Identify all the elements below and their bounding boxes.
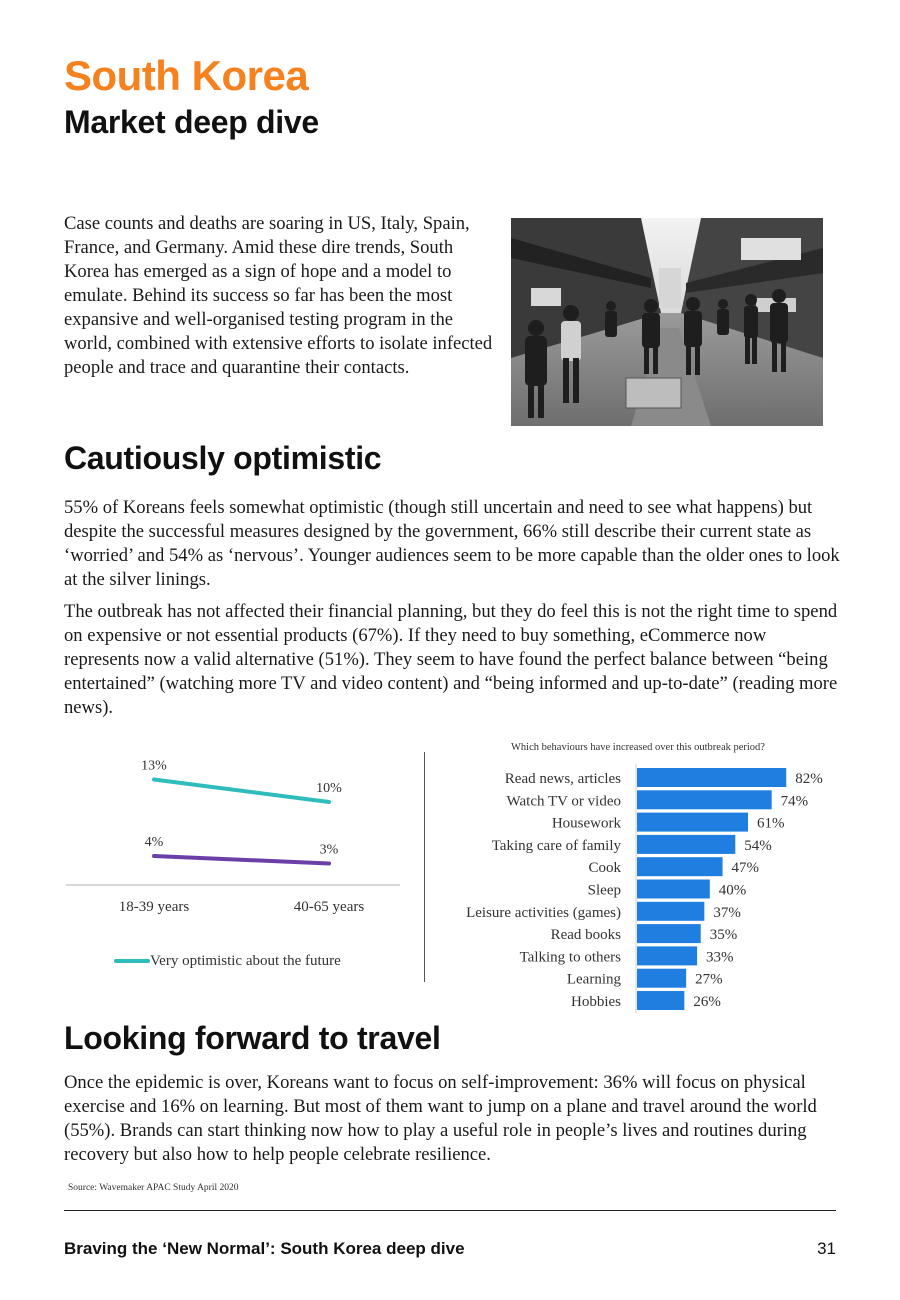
bar-value-label: 27% bbox=[695, 971, 723, 988]
section-heading-optimistic: Cautiously optimistic bbox=[64, 440, 382, 476]
travel-paragraph: Once the epidemic is over, Koreans want to focus on self-improvement: 36% will focus on physical exercise and 16% on learning. But most of them want to jump on a plane and travel around the world (55%). Brands can start thinking now how to play a useful role in people’s lives and routines during recovery but also how to help people celebrate resilience. bbox=[64, 1072, 817, 1165]
bar-value-label: 40% bbox=[718, 882, 747, 899]
bar bbox=[637, 813, 748, 832]
bar bbox=[637, 991, 684, 1010]
optimistic-paragraph-2: The outbreak has not affected their financial planning, but they do feel this is not the right time to spend on expensive or not essential products (67%). If they need to buy something, eCommerce now represents now a valid alternative (51%). They seem to have found the perfect balance between “being entertained” (watching more TV and video content) and “being informed and up-to-date” (reading more news). bbox=[64, 601, 838, 718]
line-x-tick-label: 18-39 years bbox=[118, 899, 190, 915]
bar-value-label: 33% bbox=[706, 949, 734, 966]
bar-value-label: 26% bbox=[693, 994, 721, 1010]
bar bbox=[637, 969, 686, 988]
bar-category-label: Cook bbox=[588, 860, 621, 877]
bar-category-label: Talking to others bbox=[519, 949, 621, 966]
bar-category-label: Read news, articles bbox=[504, 771, 621, 787]
bar bbox=[637, 768, 786, 787]
line-data-label: 10% bbox=[316, 781, 342, 796]
legend-label: Very optimistic about the future bbox=[150, 953, 341, 969]
country-title: South Korea bbox=[64, 52, 309, 99]
bar-value-label: 82% bbox=[795, 771, 823, 787]
line-data-label: 4% bbox=[144, 835, 164, 850]
source-note: Source: Wavemaker APAC Study April 2020 bbox=[68, 1183, 239, 1193]
line-series-1 bbox=[154, 856, 329, 864]
street-photo bbox=[511, 218, 823, 426]
bar-category-label: Watch TV or video bbox=[506, 793, 621, 810]
bar-category-label: Hobbies bbox=[571, 994, 621, 1010]
bar-category-label: Read books bbox=[550, 927, 621, 944]
bar-value-label: 37% bbox=[713, 904, 741, 921]
intro-paragraph: Case counts and deaths are soaring in US, Italy, Spain, France, and Germany. Amid these dire trends, South Korea has emerged as a sign of hope and a model to emulate. Behind its success so far has been the most expansive and well-organised testing program in the world, combined with extensive efforts to isolate infected people and trace and quarantine their contacts. bbox=[64, 213, 493, 378]
optimistic-paragraph-1: 55% of Koreans feels somewhat optimistic (though still uncertain and need to see what happens) but despite the successful measures designed by the government, 66% still describe their current state as ‘worried’ and 54% as ‘nervous’. Younger audiences seem to be more capable than the older ones to look at the silver linings. bbox=[64, 497, 840, 590]
footer-rule bbox=[64, 1210, 836, 1211]
line-x-tick-label: 40-65 years bbox=[293, 899, 365, 915]
bar bbox=[637, 790, 772, 809]
bar-value-label: 61% bbox=[757, 815, 785, 832]
bar-value-label: 47% bbox=[731, 860, 760, 877]
page-subtitle: Market deep dive bbox=[64, 104, 319, 140]
bar bbox=[637, 924, 701, 943]
bar-category-label: Housework bbox=[551, 815, 621, 832]
line-data-label: 3% bbox=[319, 842, 339, 858]
page-number: 31 bbox=[817, 1239, 836, 1258]
bar-category-label: Sleep bbox=[587, 882, 621, 899]
line-series-0 bbox=[154, 780, 329, 803]
line-data-label: 13% bbox=[141, 758, 167, 774]
bar-value-label: 35% bbox=[709, 927, 738, 944]
bar-chart-title: Which behaviours have increased over this outbreak period? bbox=[511, 742, 765, 753]
section-heading-travel: Looking forward to travel bbox=[64, 1020, 441, 1056]
bar-value-label: 54% bbox=[744, 837, 772, 854]
behaviours-bar-chart bbox=[430, 762, 850, 1014]
bar bbox=[637, 835, 735, 854]
bar-value-label: 74% bbox=[780, 793, 809, 810]
chart-divider bbox=[424, 752, 425, 982]
bar-category-label: Leisure activities (games) bbox=[466, 904, 621, 921]
optimism-line-chart bbox=[60, 745, 400, 985]
bar-category-label: Taking care of family bbox=[491, 837, 621, 854]
bar bbox=[637, 857, 723, 876]
bar bbox=[637, 946, 697, 965]
bar-category-label: Learning bbox=[566, 971, 621, 988]
footer-title: Braving the ‘New Normal’: South Korea deep dive bbox=[64, 1239, 465, 1258]
bar bbox=[637, 902, 704, 921]
bar bbox=[637, 880, 710, 899]
